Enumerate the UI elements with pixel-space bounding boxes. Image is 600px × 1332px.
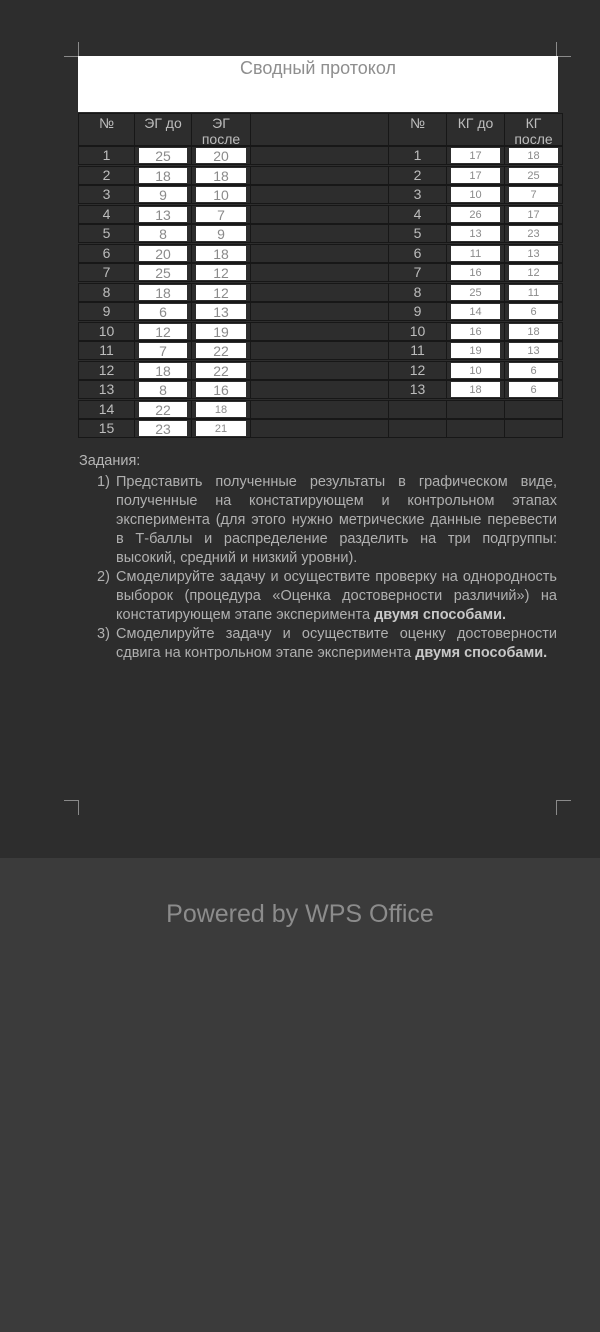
kg-before-cell bbox=[446, 244, 505, 263]
eg-after-cell-value: 22 bbox=[196, 363, 246, 378]
kg-after-cell bbox=[504, 302, 563, 321]
eg-before-cell bbox=[134, 400, 192, 419]
eg-after-cell-value: 22 bbox=[196, 343, 246, 358]
eg-number-cell: 7 bbox=[78, 263, 135, 282]
kg-before-cell bbox=[446, 283, 505, 302]
eg-after-cell bbox=[191, 185, 251, 204]
kg-number-cell: 10 bbox=[388, 322, 447, 341]
kg-after-cell bbox=[504, 166, 563, 185]
eg-after-cell bbox=[191, 380, 251, 399]
spacer-cell bbox=[250, 205, 389, 224]
kg-before-cell-value: 19 bbox=[451, 343, 500, 358]
kg-before-cell-value: 11 bbox=[451, 246, 500, 261]
table-row bbox=[78, 283, 563, 302]
margin-corner-top-left bbox=[64, 42, 79, 57]
eg-number-cell: 14 bbox=[78, 400, 135, 419]
kg-number-cell: 4 bbox=[388, 205, 447, 224]
eg-after-cell-value: 9 bbox=[196, 226, 246, 241]
eg-after-cell bbox=[191, 341, 251, 360]
kg-before-cell bbox=[446, 400, 505, 419]
eg-number-cell: 5 bbox=[78, 224, 135, 243]
kg-number-cell: 12 bbox=[388, 361, 447, 380]
eg-before-cell bbox=[134, 146, 192, 165]
task-text: Смоделируйте задачу и осуществите оценку достоверности сдвига на контрольном этапе эксперимента bbox=[116, 626, 557, 661]
task-number: 2) bbox=[97, 569, 110, 585]
spacer-cell bbox=[250, 263, 389, 282]
task-item-2 bbox=[79, 568, 557, 625]
eg-before-cell bbox=[134, 205, 192, 224]
task-item-3 bbox=[79, 625, 557, 663]
table-row bbox=[78, 244, 563, 263]
eg-after-cell bbox=[191, 361, 251, 380]
kg-before-cell bbox=[446, 361, 505, 380]
eg-after-cell bbox=[191, 166, 251, 185]
spacer-cell bbox=[250, 244, 389, 263]
eg-after-cell-value: 18 bbox=[196, 168, 246, 183]
table-row bbox=[78, 166, 563, 185]
eg-after-cell bbox=[191, 244, 251, 263]
kg-after-cell bbox=[504, 322, 563, 341]
eg-number-cell: 2 bbox=[78, 166, 135, 185]
task-bold-text: двумя способами. bbox=[415, 645, 548, 661]
powered-by-footer: Powered by WPS Office bbox=[166, 900, 434, 928]
eg-number-cell: 6 bbox=[78, 244, 135, 263]
eg-after-cell-value: 12 bbox=[196, 265, 246, 280]
task-number: 1) bbox=[97, 474, 110, 490]
kg-after-cell bbox=[504, 400, 563, 419]
eg-before-cell bbox=[134, 244, 192, 263]
kg-number-cell bbox=[388, 419, 447, 438]
kg-number-cell: 9 bbox=[388, 302, 447, 321]
table-row bbox=[78, 361, 563, 380]
kg-number-cell: 3 bbox=[388, 185, 447, 204]
eg-number-cell: 11 bbox=[78, 341, 135, 360]
kg-before-cell bbox=[446, 380, 505, 399]
eg-before-cell-value: 8 bbox=[139, 226, 187, 241]
kg-number-cell: 13 bbox=[388, 380, 447, 399]
eg-before-cell-value: 13 bbox=[139, 207, 187, 222]
eg-number-cell: 10 bbox=[78, 322, 135, 341]
margin-corner-top-right bbox=[556, 42, 571, 57]
kg-before-cell-value: 10 bbox=[451, 187, 500, 202]
spacer-cell bbox=[250, 166, 389, 185]
kg-after-cell-value: 6 bbox=[509, 382, 558, 397]
table-row bbox=[78, 205, 563, 224]
eg-after-cell bbox=[191, 146, 251, 165]
eg-before-cell bbox=[134, 380, 192, 399]
spacer-cell bbox=[250, 380, 389, 399]
eg-after-cell bbox=[191, 400, 251, 419]
table-row bbox=[78, 341, 563, 360]
header-eg-before: ЭГ до bbox=[134, 113, 192, 146]
kg-number-cell: 6 bbox=[388, 244, 447, 263]
eg-after-cell-value: 18 bbox=[196, 402, 246, 417]
eg-before-cell-value: 8 bbox=[139, 382, 187, 397]
eg-before-cell bbox=[134, 322, 192, 341]
eg-number-cell: 1 bbox=[78, 146, 135, 165]
tasks-heading: Задания: bbox=[79, 453, 141, 469]
task-text: Смоделируйте задачу и осуществите проверку на однородность выборок (процедура «Оценка достоверности различий») на констатирующем этапе эксперимента bbox=[116, 569, 557, 623]
eg-before-cell bbox=[134, 185, 192, 204]
header-spacer bbox=[250, 113, 389, 146]
kg-after-cell bbox=[504, 341, 563, 360]
task-number: 3) bbox=[97, 626, 110, 642]
kg-after-cell-value: 6 bbox=[509, 363, 558, 378]
eg-before-cell-value: 23 bbox=[139, 421, 187, 436]
kg-before-cell bbox=[446, 146, 505, 165]
tasks-section bbox=[79, 452, 557, 663]
eg-before-cell bbox=[134, 224, 192, 243]
eg-after-cell-value: 12 bbox=[196, 285, 246, 300]
spacer-cell bbox=[250, 146, 389, 165]
title-box bbox=[78, 56, 558, 112]
eg-before-cell-value: 18 bbox=[139, 363, 187, 378]
spacer-cell bbox=[250, 400, 389, 419]
eg-after-cell-value: 19 bbox=[196, 324, 246, 339]
eg-number-cell: 13 bbox=[78, 380, 135, 399]
eg-before-cell bbox=[134, 283, 192, 302]
table-row bbox=[78, 185, 563, 204]
eg-before-cell bbox=[134, 263, 192, 282]
eg-number-cell: 12 bbox=[78, 361, 135, 380]
eg-before-cell bbox=[134, 419, 192, 438]
margin-corner-bottom-right bbox=[556, 800, 571, 815]
kg-before-cell bbox=[446, 224, 505, 243]
eg-number-cell: 9 bbox=[78, 302, 135, 321]
eg-before-cell-value: 18 bbox=[139, 285, 187, 300]
table-row bbox=[78, 419, 563, 438]
kg-before-cell bbox=[446, 419, 505, 438]
header-eg-number: № bbox=[78, 113, 135, 146]
eg-before-cell-value: 18 bbox=[139, 168, 187, 183]
task-item-1 bbox=[79, 473, 557, 568]
kg-before-cell-value: 16 bbox=[451, 324, 500, 339]
eg-after-cell-value: 13 bbox=[196, 304, 246, 319]
header-eg-after: ЭГ после bbox=[191, 113, 251, 146]
kg-after-cell-value: 25 bbox=[509, 168, 558, 183]
eg-before-cell bbox=[134, 361, 192, 380]
results-table bbox=[78, 113, 563, 438]
kg-before-cell-value: 10 bbox=[451, 363, 500, 378]
kg-after-cell bbox=[504, 224, 563, 243]
kg-after-cell-value: 23 bbox=[509, 226, 558, 241]
table-header-row bbox=[78, 113, 563, 146]
eg-after-cell-value: 7 bbox=[196, 207, 246, 222]
eg-before-cell-value: 12 bbox=[139, 324, 187, 339]
table-row bbox=[78, 146, 563, 165]
kg-after-cell bbox=[504, 263, 563, 282]
kg-after-cell bbox=[504, 283, 563, 302]
eg-after-cell bbox=[191, 263, 251, 282]
kg-after-cell-value: 18 bbox=[509, 324, 558, 339]
kg-number-cell: 1 bbox=[388, 146, 447, 165]
eg-before-cell-value: 9 bbox=[139, 187, 187, 202]
spacer-cell bbox=[250, 322, 389, 341]
kg-before-cell-value: 17 bbox=[451, 148, 500, 163]
eg-after-cell-value: 21 bbox=[196, 421, 246, 436]
kg-before-cell-value: 13 bbox=[451, 226, 500, 241]
kg-after-cell-value: 18 bbox=[509, 148, 558, 163]
kg-after-cell-value: 13 bbox=[509, 343, 558, 358]
eg-after-cell-value: 16 bbox=[196, 382, 246, 397]
kg-after-cell-value: 7 bbox=[509, 187, 558, 202]
kg-after-cell bbox=[504, 361, 563, 380]
kg-after-cell-value: 13 bbox=[509, 246, 558, 261]
document-title: Сводный протокол bbox=[239, 58, 397, 78]
kg-before-cell bbox=[446, 185, 505, 204]
kg-number-cell: 2 bbox=[388, 166, 447, 185]
kg-after-cell-value: 17 bbox=[509, 207, 558, 222]
spacer-cell bbox=[250, 419, 389, 438]
task-bold-text: двумя способами. bbox=[374, 607, 507, 623]
kg-before-cell-value: 26 bbox=[451, 207, 500, 222]
table-row bbox=[78, 380, 563, 399]
kg-before-cell bbox=[446, 263, 505, 282]
eg-after-cell bbox=[191, 419, 251, 438]
eg-before-cell bbox=[134, 341, 192, 360]
eg-after-cell bbox=[191, 283, 251, 302]
eg-before-cell-value: 25 bbox=[139, 148, 187, 163]
eg-before-cell-value: 20 bbox=[139, 246, 187, 261]
kg-number-cell: 7 bbox=[388, 263, 447, 282]
kg-before-cell bbox=[446, 322, 505, 341]
table-row bbox=[78, 302, 563, 321]
header-kg-before: КГ до bbox=[446, 113, 505, 146]
table-row bbox=[78, 263, 563, 282]
table-row bbox=[78, 322, 563, 341]
kg-after-cell bbox=[504, 185, 563, 204]
eg-after-cell bbox=[191, 224, 251, 243]
header-kg-after: КГ после bbox=[504, 113, 563, 146]
margin-corner-bottom-left bbox=[64, 800, 79, 815]
eg-before-cell bbox=[134, 166, 192, 185]
kg-number-cell: 5 bbox=[388, 224, 447, 243]
kg-before-cell bbox=[446, 166, 505, 185]
spacer-cell bbox=[250, 361, 389, 380]
kg-after-cell bbox=[504, 419, 563, 438]
spacer-cell bbox=[250, 302, 389, 321]
eg-number-cell: 3 bbox=[78, 185, 135, 204]
eg-after-cell bbox=[191, 302, 251, 321]
eg-before-cell-value: 22 bbox=[139, 402, 187, 417]
eg-before-cell-value: 25 bbox=[139, 265, 187, 280]
table-row bbox=[78, 400, 563, 419]
task-text: Представить полученные результаты в графическом виде, полученные на констатирующем и контрольном этапах эксперимента (для этого нужно метрические данные перевести в Т-баллы и распределение разделить на три подгруппы: высокий, средний и низкий уровни). bbox=[116, 474, 557, 566]
kg-number-cell: 11 bbox=[388, 341, 447, 360]
table-row bbox=[78, 224, 563, 243]
spacer-cell bbox=[250, 283, 389, 302]
eg-after-cell-value: 20 bbox=[196, 148, 246, 163]
kg-before-cell-value: 17 bbox=[451, 168, 500, 183]
kg-before-cell-value: 25 bbox=[451, 285, 500, 300]
kg-number-cell bbox=[388, 400, 447, 419]
eg-before-cell bbox=[134, 302, 192, 321]
header-kg-number: № bbox=[388, 113, 447, 146]
kg-before-cell bbox=[446, 205, 505, 224]
kg-before-cell bbox=[446, 302, 505, 321]
eg-number-cell: 15 bbox=[78, 419, 135, 438]
kg-after-cell bbox=[504, 244, 563, 263]
eg-number-cell: 4 bbox=[78, 205, 135, 224]
kg-before-cell-value: 16 bbox=[451, 265, 500, 280]
kg-before-cell-value: 18 bbox=[451, 382, 500, 397]
kg-number-cell: 8 bbox=[388, 283, 447, 302]
kg-after-cell-value: 11 bbox=[509, 285, 558, 300]
kg-after-cell bbox=[504, 380, 563, 399]
kg-before-cell-value: 14 bbox=[451, 304, 500, 319]
eg-before-cell-value: 7 bbox=[139, 343, 187, 358]
eg-after-cell-value: 18 bbox=[196, 246, 246, 261]
kg-after-cell-value: 6 bbox=[509, 304, 558, 319]
eg-before-cell-value: 6 bbox=[139, 304, 187, 319]
spacer-cell bbox=[250, 185, 389, 204]
eg-after-cell-value: 10 bbox=[196, 187, 246, 202]
spacer-cell bbox=[250, 224, 389, 243]
eg-after-cell bbox=[191, 205, 251, 224]
spacer-cell bbox=[250, 341, 389, 360]
kg-after-cell bbox=[504, 205, 563, 224]
kg-after-cell bbox=[504, 146, 563, 165]
eg-number-cell: 8 bbox=[78, 283, 135, 302]
eg-after-cell bbox=[191, 322, 251, 341]
kg-after-cell-value: 12 bbox=[509, 265, 558, 280]
kg-before-cell bbox=[446, 341, 505, 360]
